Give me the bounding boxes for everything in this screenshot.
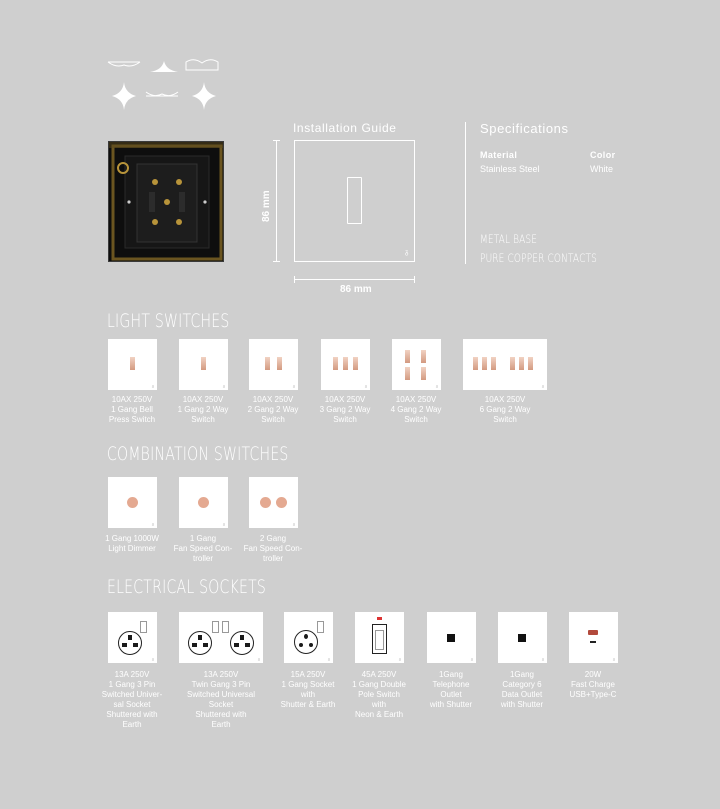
- combination-caption: [97, 534, 167, 554]
- rocker-icon: [405, 350, 410, 363]
- rocker-icon: [473, 357, 478, 370]
- rocker-icon: [405, 367, 410, 380]
- rocker-icon: [333, 357, 338, 370]
- height-dimension-cap: [273, 140, 280, 141]
- caption-line: 1 Gang Socket: [281, 680, 335, 689]
- caption-line: 13A 250V: [114, 670, 150, 679]
- socket-caption: [273, 670, 343, 710]
- caption-line: 45A 250V: [361, 670, 397, 679]
- caption-line: 20W: [584, 670, 602, 679]
- knob-icon: [260, 497, 271, 508]
- caption-line: 4 Gang 2 Way: [390, 405, 442, 414]
- width-dimension-cap: [294, 276, 295, 283]
- caption-line: Neon & Earth: [354, 710, 404, 719]
- rocker-icon: [343, 357, 348, 370]
- combination-caption: [238, 534, 308, 564]
- rocker-icon: [353, 357, 358, 370]
- caption-line: Switch: [333, 415, 357, 424]
- socket-caption: [416, 670, 486, 710]
- caption-line: 2 Gang: [259, 534, 287, 543]
- height-label: 86 mm: [261, 190, 272, 222]
- height-dimension-cap: [273, 261, 280, 262]
- plate-mark-icon: ᵹ: [151, 521, 154, 526]
- brand-ornament: [106, 58, 222, 110]
- plate-mark-icon: ᵹ: [257, 656, 260, 661]
- socket-pin-icon: [299, 643, 303, 647]
- socket-switch-icon: [140, 621, 147, 633]
- socket-pin-icon: [133, 643, 138, 647]
- plate-mark-icon: ᵹ: [435, 383, 438, 388]
- installation-guide-title: Installation Guide: [293, 121, 397, 135]
- rocker-icon: [482, 357, 487, 370]
- caption-line: 1 Gang 2 Way: [177, 405, 229, 414]
- socket-caption: [186, 670, 256, 730]
- light-switch-tile: [179, 339, 228, 390]
- caption-line: 10AX 250V: [484, 395, 526, 404]
- caption-line: Fan Speed Con-: [173, 544, 233, 553]
- caption-line: 10AX 250V: [252, 395, 294, 404]
- width-label: 86 mm: [340, 284, 372, 295]
- height-dimension-line: [276, 140, 277, 262]
- socket-switch-icon: [317, 621, 324, 633]
- light-switch-tile: [108, 339, 157, 390]
- socket-tile: [179, 612, 263, 663]
- rocker-icon: [519, 357, 524, 370]
- spec-note: METAL BASE: [480, 232, 538, 246]
- caption-line: Fast Charge: [570, 680, 616, 689]
- caption-line: with: [371, 700, 387, 709]
- socket-tile: [108, 612, 157, 663]
- caption-line: 1 Gang 1000W: [105, 534, 159, 543]
- light-switch-tile: [463, 339, 547, 390]
- socket-caption: [558, 670, 628, 700]
- caption-line: Switch: [404, 415, 428, 424]
- caption-line: 2 Gang 2 Way: [247, 405, 299, 414]
- plate-rocker-outline: [347, 177, 362, 224]
- electrical-sockets-title: ELECTRICAL SOCKETS: [107, 576, 267, 598]
- data-outlet-tile: [498, 612, 547, 663]
- caption-line: 10AX 250V: [395, 395, 437, 404]
- plate-mark-icon: ᵹ: [222, 521, 225, 526]
- combination-caption: [168, 534, 238, 564]
- jack-port-icon: [518, 634, 526, 642]
- caption-line: Telephone: [432, 680, 470, 689]
- caption-line: 1 Gang Double: [352, 680, 406, 689]
- plate-mark-icon: ᵹ: [470, 656, 473, 661]
- socket-switch-icon: [212, 621, 219, 633]
- caption-line: Switch: [191, 415, 215, 424]
- caption-line: Outlet: [440, 690, 462, 699]
- color-label: Color: [590, 150, 616, 160]
- caption-line: troller: [262, 554, 283, 563]
- socket-pin-icon: [309, 643, 313, 647]
- caption-line: sal Socket: [113, 700, 151, 709]
- caption-line: Press Switch: [108, 415, 156, 424]
- rocker-icon: [510, 357, 515, 370]
- caption-line: Socket: [208, 700, 234, 709]
- light-switches-title: LIGHT SWITCHES: [107, 310, 230, 332]
- plate-mark-icon: ᵹ: [151, 656, 154, 661]
- plate-mark-icon: ᵹ: [292, 521, 295, 526]
- socket-caption: [487, 670, 557, 710]
- light-switch-caption: [238, 395, 308, 425]
- rocker-icon: [421, 367, 426, 380]
- socket-pin-icon: [240, 635, 244, 640]
- width-dimension-cap: [414, 276, 415, 283]
- caption-line: with Shutter: [429, 700, 473, 709]
- plate-mark-icon: ᵹ: [405, 250, 409, 256]
- socket-pin-icon: [304, 634, 308, 639]
- plate-mark-icon: ᵹ: [151, 383, 154, 388]
- socket-pin-icon: [192, 643, 197, 647]
- socket-pin-icon: [245, 643, 250, 647]
- indicator-icon: [375, 630, 384, 650]
- light-switch-tile: [249, 339, 298, 390]
- jack-port-icon: [447, 634, 455, 642]
- caption-line: Switched Univer-: [101, 690, 163, 699]
- caption-line: 15A 250V: [290, 670, 326, 679]
- light-switch-caption: [470, 395, 540, 425]
- caption-line: 6 Gang 2 Way: [479, 405, 531, 414]
- material-value: Stainless Steel: [480, 164, 540, 174]
- caption-line: Switch: [261, 415, 285, 424]
- indicator-icon: [377, 617, 382, 620]
- light-switch-tile: [321, 339, 370, 390]
- light-switch-caption: [168, 395, 238, 425]
- plate-mark-icon: ᵹ: [292, 383, 295, 388]
- caption-line: Earth: [211, 720, 231, 729]
- caption-line: 10AX 250V: [111, 395, 153, 404]
- rocker-icon: [201, 357, 206, 370]
- caption-line: 10AX 250V: [324, 395, 366, 404]
- indicator-icon: [590, 641, 596, 643]
- light-switch-caption: [310, 395, 380, 425]
- light-switch-tile: [392, 339, 441, 390]
- caption-line: Shuttered with: [106, 710, 158, 719]
- caption-line: Earth: [122, 720, 142, 729]
- plate-mark-icon: ᵹ: [327, 656, 330, 661]
- caption-line: 1 Gang: [189, 534, 217, 543]
- color-value: White: [590, 164, 614, 174]
- width-dimension-line: [294, 279, 415, 280]
- caption-line: 1 Gang 3 Pin: [108, 680, 156, 689]
- rocker-icon: [491, 357, 496, 370]
- caption-line: Switched Universal: [186, 690, 256, 699]
- caption-line: with: [300, 690, 316, 699]
- caption-line: USB+Type-C: [569, 690, 617, 699]
- caption-line: 1Gang: [438, 670, 464, 679]
- light-switch-caption: [97, 395, 167, 425]
- plate-mark-icon: ᵹ: [364, 383, 367, 388]
- spec-note: PURE COPPER CONTACTS: [480, 251, 597, 265]
- rocker-icon: [277, 357, 282, 370]
- telephone-outlet-tile: [427, 612, 476, 663]
- knob-icon: [198, 497, 209, 508]
- socket-pin-icon: [198, 635, 202, 640]
- socket-pin-icon: [234, 643, 239, 647]
- caption-line: Fan Speed Con-: [243, 544, 303, 553]
- caption-line: Twin Gang 3 Pin: [191, 680, 251, 689]
- specifications-title: Specifications: [480, 121, 569, 136]
- caption-line: with Shutter: [500, 700, 544, 709]
- product-photo: [108, 141, 224, 262]
- socket-pin-icon: [203, 643, 208, 647]
- combination-switches-title: COMBINATION SWITCHES: [107, 443, 289, 465]
- dp-switch-tile: [355, 612, 404, 663]
- caption-line: 13A 250V: [203, 670, 239, 679]
- plate-mark-icon: ᵹ: [398, 656, 401, 661]
- caption-line: 3 Gang 2 Way: [319, 405, 371, 414]
- plate-mark-icon: ᵹ: [541, 383, 544, 388]
- usb-charger-tile: [569, 612, 618, 663]
- light-switch-caption: [381, 395, 451, 425]
- height-label-wrap: [261, 190, 273, 262]
- indicator-icon: [588, 630, 598, 635]
- knob-icon: [127, 497, 138, 508]
- caption-line: 1Gang: [509, 670, 535, 679]
- fan-controller-tile: [179, 477, 228, 528]
- caption-line: Data Outlet: [501, 690, 543, 699]
- socket-pin-icon: [128, 635, 132, 640]
- dimmer-tile: [108, 477, 157, 528]
- caption-line: Pole Switch: [358, 690, 400, 699]
- socket-caption: [97, 670, 167, 730]
- socket-switch-icon: [222, 621, 229, 633]
- plate-mark-icon: ᵹ: [541, 656, 544, 661]
- socket-caption: [344, 670, 414, 720]
- caption-line: Shuttered with: [195, 710, 247, 719]
- plate-mark-icon: ᵹ: [222, 383, 225, 388]
- plate-mark-icon: ᵹ: [612, 656, 615, 661]
- caption-line: Switch: [493, 415, 517, 424]
- caption-line: 1 Gang Bell: [111, 405, 153, 414]
- fan-controller-tile: [249, 477, 298, 528]
- caption-line: troller: [192, 554, 213, 563]
- caption-line: 10AX 250V: [182, 395, 224, 404]
- rocker-icon: [528, 357, 533, 370]
- socket-tile: [284, 612, 333, 663]
- caption-line: Light Dimmer: [108, 544, 156, 553]
- spec-notes: [480, 230, 597, 268]
- rocker-icon: [421, 350, 426, 363]
- rocker-icon: [130, 357, 135, 370]
- caption-line: Category 6: [502, 680, 542, 689]
- rocker-icon: [265, 357, 270, 370]
- knob-icon: [276, 497, 287, 508]
- divider: [465, 122, 466, 264]
- caption-line: Shutter & Earth: [280, 700, 336, 709]
- socket-pin-icon: [122, 643, 127, 647]
- material-label: Material: [480, 150, 518, 160]
